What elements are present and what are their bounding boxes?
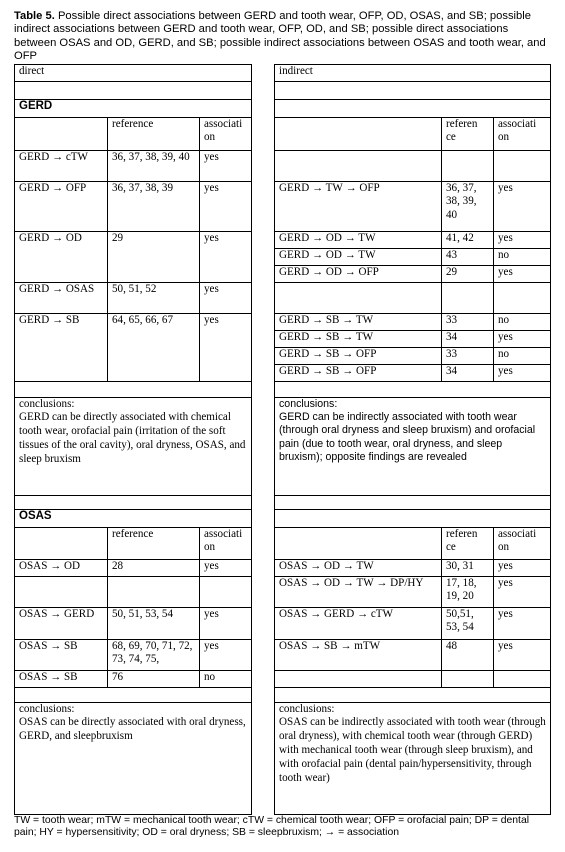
reference-column-header: referen ce	[442, 527, 494, 559]
indirect-header: indirect	[275, 64, 551, 81]
osas-conclusions-row	[15, 702, 551, 814]
result-cell: yes	[494, 231, 551, 248]
table-row	[15, 313, 551, 330]
direct-header: direct	[15, 64, 252, 81]
association-cell: GERD → SB → OFP	[275, 364, 442, 381]
result-cell: yes	[200, 231, 252, 282]
table-row	[15, 559, 551, 576]
association-cell: OSAS → OD → TW → DP/HY	[275, 576, 442, 607]
header-row	[15, 64, 551, 81]
reference-cell: 41, 42	[442, 231, 494, 248]
reference-cell: 33	[442, 313, 494, 330]
reference-cell: 68, 69, 70, 71, 72, 73, 74, 75,	[108, 639, 200, 670]
result-cell: no	[494, 313, 551, 330]
result-cell: yes	[200, 639, 252, 670]
reference-cell: 17, 18, 19, 20	[442, 576, 494, 607]
conclusions-label: conclusions:	[19, 702, 75, 715]
reference-cell: 48	[442, 639, 494, 670]
conclusion-text: OSAS can be directly associated with oral dryness, GERD, and sleepbruxism	[19, 716, 246, 743]
conclusions-label: conclusions:	[279, 397, 338, 410]
reference-cell: 50, 51, 53, 54	[108, 607, 200, 639]
reference-cell: 76	[108, 670, 200, 687]
reference-cell: 28	[108, 559, 200, 576]
result-cell: yes	[494, 330, 551, 347]
reference-cell: 33	[442, 347, 494, 364]
result-cell: no	[494, 347, 551, 364]
reference-cell: 43	[442, 248, 494, 265]
osas-column-headers	[15, 527, 551, 559]
reference-cell: 36, 37, 38, 39, 40	[108, 150, 200, 181]
association-cell: GERD → OD → TW	[275, 248, 442, 265]
reference-column-header: referen ce	[442, 117, 494, 150]
association-cell: GERD → SB → OFP	[275, 347, 442, 364]
association-cell: GERD → OD → TW	[275, 231, 442, 248]
conclusion-direct	[15, 397, 252, 495]
result-cell: yes	[200, 559, 252, 576]
reference-cell: 36, 37, 38, 39	[108, 181, 200, 231]
reference-cell: 50, 51, 52	[108, 282, 200, 313]
table-figure	[14, 10, 550, 840]
caption-label: Table 5.	[14, 10, 55, 22]
reference-cell: 29	[442, 265, 494, 282]
association-cell: GERD → OSAS	[15, 282, 108, 313]
association-cell: OSAS → OD → TW	[275, 559, 442, 576]
reference-cell: 29	[108, 231, 200, 282]
conclusion-text: GERD can be indirectly associated with tooth wear (through oral dryness and sleep bruxism) and orofacial pain (due to tooth wear, oral dryness, and sleep bruxism); opposite findings are revealed	[279, 411, 536, 464]
table-row	[15, 639, 551, 670]
reference-cell: 36, 37, 38, 39, 40	[442, 181, 494, 231]
association-cell: GERD → SB → TW	[275, 313, 442, 330]
result-cell: yes	[494, 639, 551, 670]
osas-section-row	[15, 509, 551, 527]
result-cell: yes	[200, 181, 252, 231]
table-row	[15, 607, 551, 639]
association-cell: OSAS → SB	[15, 639, 108, 670]
association-cell: GERD → SB → TW	[275, 330, 442, 347]
association-cell: OSAS → GERD → cTW	[275, 607, 442, 639]
association-cell: OSAS → SB	[15, 670, 108, 687]
reference-column-header: reference	[108, 527, 200, 559]
spacer-row	[15, 381, 551, 397]
table-row	[15, 181, 551, 231]
association-column-header: associati on	[494, 527, 551, 559]
result-cell: no	[200, 670, 252, 687]
gerd-section-title: GERD	[15, 99, 252, 117]
association-cell: GERD → OD → OFP	[275, 265, 442, 282]
table-row	[15, 282, 551, 313]
association-column-header: associati on	[200, 527, 252, 559]
result-cell: yes	[494, 265, 551, 282]
caption-text: Possible direct associations between GERD and tooth wear, OFP, OD, OSAS, and SB; possible indirect associations between GERD and tooth wear, OFP, OD, and SB; possible direct associations between OSAS and OD, GERD, and SB; possible indirect associations between OSAS and tooth wear, and OFP	[14, 10, 546, 63]
spacer-row	[15, 81, 551, 99]
association-cell: GERD → OFP	[15, 181, 108, 231]
conclusions-label: conclusions:	[279, 702, 335, 715]
association-cell: OSAS → OD	[15, 559, 108, 576]
table-footnote: TW = tooth wear; mTW = mechanical tooth wear; cTW = chemical tooth wear; OFP = orofacial pain; DP = dental pain; HY = hypersensitivity; OD = oral dryness; SB = sleepbruxism; → = association	[14, 814, 530, 839]
conclusions-label: conclusions:	[19, 397, 75, 410]
association-cell: GERD → cTW	[15, 150, 108, 181]
reference-cell: 64, 65, 66, 67	[108, 313, 200, 381]
result-cell: yes	[200, 150, 252, 181]
reference-cell: 30, 31	[442, 559, 494, 576]
reference-cell: 50,51, 53, 54	[442, 607, 494, 639]
reference-cell: 34	[442, 330, 494, 347]
result-cell: yes	[494, 559, 551, 576]
result-cell: yes	[200, 607, 252, 639]
gerd-section-row	[15, 99, 551, 117]
result-cell: yes	[200, 313, 252, 381]
association-column-header: associati on	[494, 117, 551, 150]
table-row	[15, 150, 551, 181]
reference-cell: 34	[442, 364, 494, 381]
association-column-header: associati on	[200, 117, 252, 150]
result-cell: yes	[494, 181, 551, 231]
table-row	[15, 670, 551, 687]
table-row	[15, 576, 551, 607]
conclusion-indirect	[275, 397, 551, 495]
reference-column-header: reference	[108, 117, 200, 150]
association-cell: GERD → SB	[15, 313, 108, 381]
association-cell: OSAS → SB → mTW	[275, 639, 442, 670]
conclusion-indirect	[275, 702, 551, 814]
conclusion-text: GERD can be directly associated with chemical tooth wear, orofacial pain (irritation of the soft tissues of the oral cavity), oral dryness, OSAS, and sleep bruxism	[19, 411, 246, 465]
conclusion-text: OSAS can be indirectly associated with tooth wear (through oral dryness), with chemical tooth wear (through GERD) with mechanical tooth wear (through sleep bruxism), and with orofacial pain (dental pain/hypersensitivity, through tooth wear)	[279, 716, 546, 784]
gerd-conclusions-row	[15, 397, 551, 495]
table-row	[15, 231, 551, 248]
spacer-row	[15, 687, 551, 702]
association-cell: GERD → OD	[15, 231, 108, 282]
conclusion-direct	[15, 702, 252, 814]
associations-table	[14, 64, 551, 815]
gerd-column-headers	[15, 117, 551, 150]
spacer-row	[15, 495, 551, 509]
result-cell: yes	[200, 282, 252, 313]
result-cell: yes	[494, 364, 551, 381]
association-cell: OSAS → GERD	[15, 607, 108, 639]
association-cell: GERD → TW → OFP	[275, 181, 442, 231]
result-cell: no	[494, 248, 551, 265]
result-cell: yes	[494, 607, 551, 639]
table-caption	[14, 10, 550, 64]
result-cell: yes	[494, 576, 551, 607]
osas-section-title: OSAS	[15, 509, 252, 527]
